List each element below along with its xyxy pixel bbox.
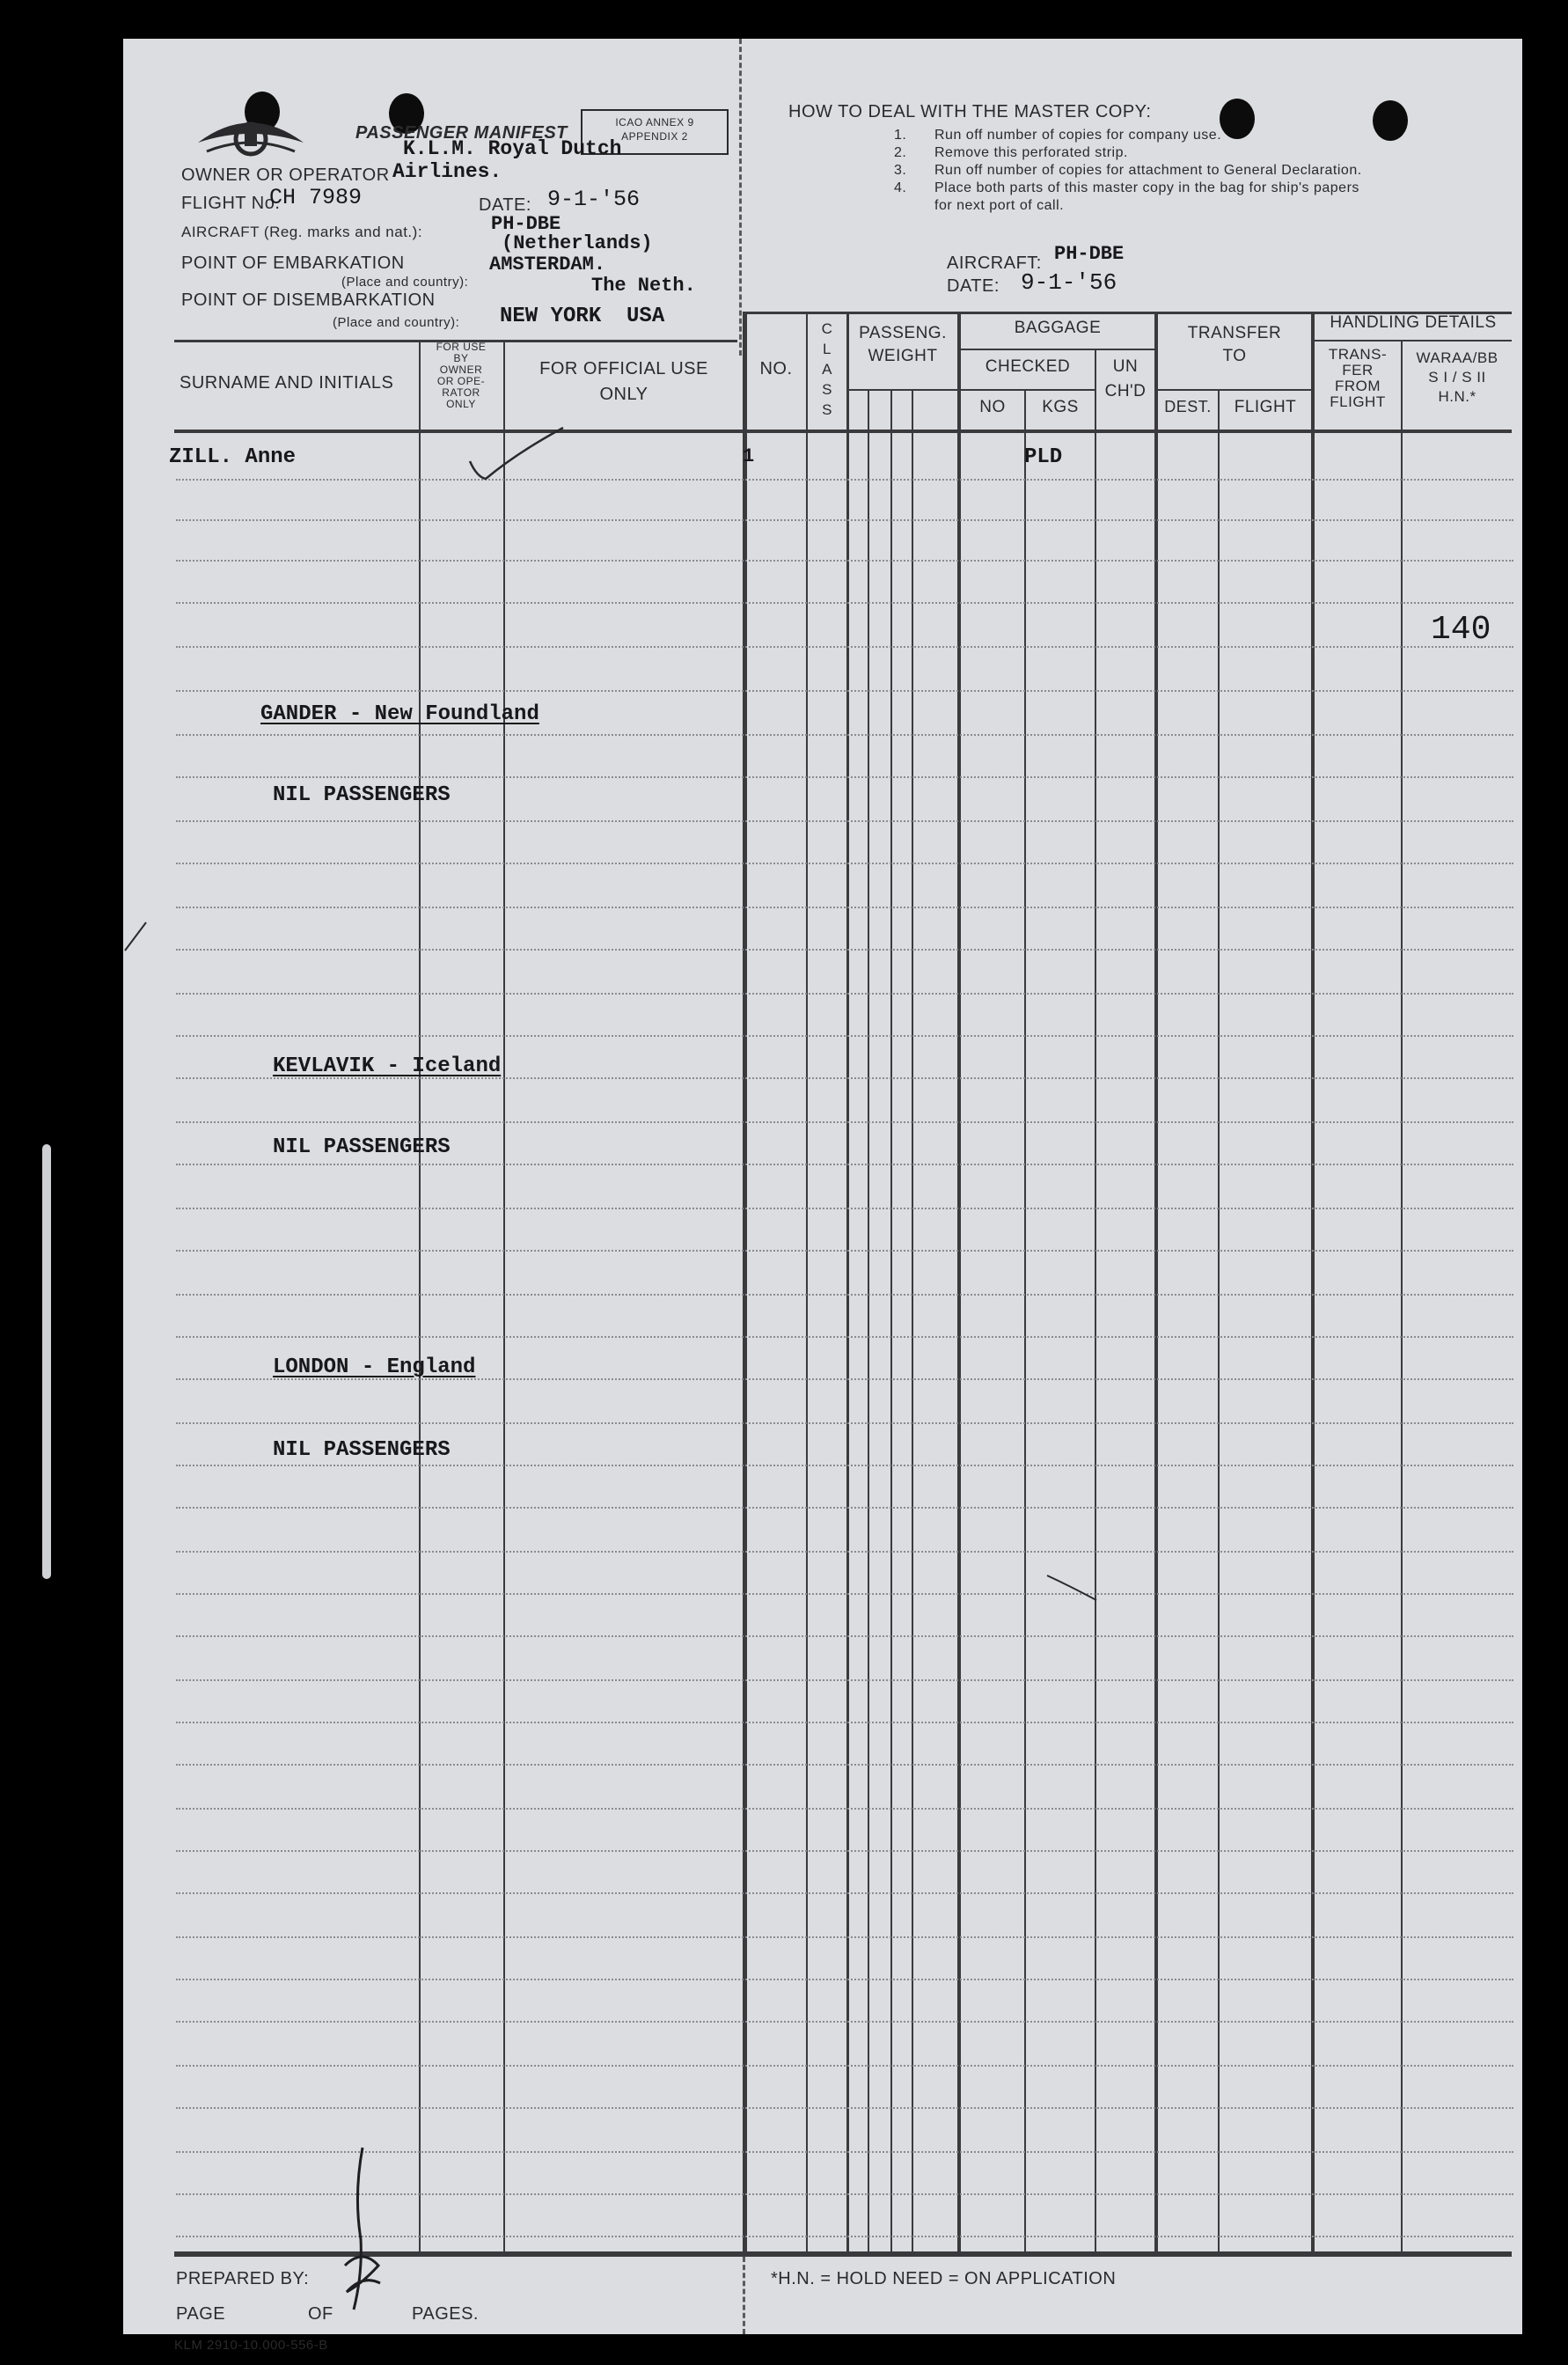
col-class: C L A S S (821, 320, 833, 418)
disembark-value: NEW YORK USA (500, 305, 665, 328)
ruled-line (176, 734, 1513, 736)
handling-sub-line (1313, 340, 1512, 342)
paper-clip (42, 1144, 51, 1579)
col-line-weight-3 (912, 389, 913, 2253)
form-number: KLM 2910-10.000-556-B (174, 2338, 328, 2353)
col-waraa: WARAA/BB S I / S II H.N.* (1416, 349, 1498, 405)
stop-gander-name: GANDER - New Foundland (260, 702, 539, 726)
prepared-by-label: PREPARED BY: (176, 2269, 310, 2288)
ruled-line (176, 1892, 1513, 1894)
aircraft-value-line2: (Netherlands) (502, 232, 653, 254)
passenger-baggage: PLD (1024, 445, 1063, 469)
hn-note: *H.N. = HOLD NEED = ON APPLICATION (771, 2269, 1117, 2288)
ruled-line (176, 560, 1513, 562)
ruled-line (176, 1035, 1513, 1037)
instruction-item-2: 2. Remove this perforated strip. (894, 145, 1128, 160)
ruled-line (176, 1294, 1513, 1296)
ruled-line (176, 1121, 1513, 1123)
flight-label: FLIGHT No. (181, 194, 281, 213)
ruled-line (176, 602, 1513, 604)
passenger-name: ZILL. Anne (169, 445, 297, 469)
col-line-weight-2 (890, 389, 892, 2253)
col-transfer-from: TRANS- FER FROM FLIGHT (1328, 346, 1388, 410)
col-baggage: BAGGAGE (1014, 319, 1102, 337)
ruled-line (176, 2065, 1513, 2067)
col-kgs: KGS (1042, 398, 1079, 416)
disembark-sub: (Place and country): (333, 315, 460, 330)
ruled-line (176, 863, 1513, 864)
flight-value: CH 7989 (269, 185, 363, 210)
col-dest: DEST. (1164, 398, 1212, 415)
instruction-item-1: 1. Run off number of copies for company use. (894, 128, 1222, 143)
col-unchd: UN CH'D (1104, 357, 1147, 400)
ruled-line (176, 646, 1513, 648)
col-bag-no: NO (979, 398, 1006, 416)
manifest-title: PASSENGER MANIFEST (355, 123, 568, 143)
baggage-sub-line (957, 349, 1158, 350)
passenger-no: 1 (743, 445, 755, 467)
instructions-list (894, 127, 1362, 215)
pen-mark (1044, 1570, 1105, 1605)
owner-value-line1: K.L.M. Royal Dutch (403, 137, 622, 160)
icao-line1: ICAO ANNEX 9 (615, 116, 694, 129)
instr-date-label: DATE: (947, 276, 1000, 296)
ruled-line (176, 993, 1513, 995)
col-line-owner-left (419, 340, 421, 2253)
checked-sub-line (957, 389, 1096, 391)
ruled-line (176, 1551, 1513, 1553)
col-passeng-weight: PASSENG. WEIGHT (859, 324, 947, 365)
signature (327, 2142, 407, 2318)
instr-date-value: 9-1-'56 (1021, 269, 1117, 296)
col-official-use: FOR OFFICIAL USE ONLY (539, 359, 708, 404)
disembark-label: POINT OF DISEMBARKATION (181, 290, 436, 310)
aircraft-label: AIRCRAFT (Reg. marks and nat.): (181, 224, 423, 240)
of-label: OF (308, 2304, 333, 2324)
stop-kevlavik-status: NIL PASSENGERS (273, 1135, 451, 1159)
ruled-line (176, 1593, 1513, 1595)
instr-aircraft-value: PH-DBE (1054, 243, 1125, 265)
punch-hole (1373, 100, 1408, 141)
page-label: PAGE (176, 2304, 226, 2324)
owner-label: OWNER OR OPERATOR (181, 165, 390, 185)
stop-london-name: LONDON - England (273, 1355, 476, 1379)
pen-mark (123, 919, 150, 954)
instructions-title: HOW TO DEAL WITH THE MASTER COPY: (788, 102, 1152, 121)
stop-gander-status: NIL PASSENGERS (273, 783, 451, 807)
ruled-line (176, 949, 1513, 951)
manifest-sheet (123, 39, 1522, 2353)
ruled-line (176, 1850, 1513, 1852)
ruled-line (176, 1465, 1513, 1466)
embark-value-line1: AMSTERDAM. (489, 253, 606, 275)
ruled-line (176, 820, 1513, 822)
aircraft-value-line1: PH-DBE (491, 213, 561, 235)
stop-kevlavik-name: KEVLAVIK - Iceland (273, 1054, 502, 1078)
ruled-line (176, 2021, 1513, 2023)
perforation-line (739, 39, 742, 356)
embark-sub: (Place and country): (341, 275, 469, 290)
stop-london-status: NIL PASSENGERS (273, 1438, 451, 1462)
col-line-owner-right (503, 340, 505, 2253)
owner-value-line2: Airlines. (392, 160, 502, 183)
icao-line2: APPENDIX 2 (621, 130, 688, 143)
ruled-line (176, 1936, 1513, 1938)
instruction-item-4: 4. Place both parts of this master copy in the bag for ship's papers (894, 180, 1359, 195)
ruled-line (176, 1422, 1513, 1424)
col-checked: CHECKED (985, 357, 1071, 376)
ruled-line (176, 690, 1513, 692)
pages-label: PAGES. (412, 2304, 479, 2324)
col-surname: SURNAME AND INITIALS (180, 373, 394, 393)
ruled-line (176, 1722, 1513, 1723)
instruction-item-3: 3. Run off number of copies for attachment to General Declaration. (894, 163, 1362, 178)
col-line-weight-1 (868, 389, 869, 2253)
col-transfer: TRANSFER TO (1187, 324, 1282, 365)
embark-label: POINT OF EMBARKATION (181, 253, 405, 273)
ruled-line (176, 479, 1513, 481)
ruled-line (176, 1208, 1513, 1209)
ruled-line (176, 1979, 1513, 1980)
col-handling: HANDLING DETAILS (1330, 313, 1497, 332)
col-no: NO. (759, 359, 793, 378)
footer-perforation (743, 2257, 745, 2334)
date-value: 9-1-'56 (547, 187, 641, 212)
ruled-line (176, 1808, 1513, 1810)
ruled-line (176, 1764, 1513, 1766)
instr-aircraft-label: AIRCRAFT: (947, 253, 1042, 273)
col-line-bag-no-right (1024, 389, 1026, 2253)
col-owner-use: FOR USE BY OWNER OR OPE- RATOR ONLY (436, 341, 487, 410)
ruled-line (176, 1679, 1513, 1681)
ruled-line (176, 1164, 1513, 1165)
ruled-line (176, 2107, 1513, 2109)
ruled-line (176, 1250, 1513, 1252)
ruled-line (176, 776, 1513, 778)
ruled-line (176, 1635, 1513, 1637)
col-line-handling-mid (1401, 340, 1403, 2253)
checkmark-icon (465, 426, 570, 488)
handwritten-number: 140 (1431, 611, 1491, 649)
ruled-line (176, 1336, 1513, 1338)
ruled-line (176, 519, 1513, 521)
ruled-line (176, 907, 1513, 908)
ruled-line (176, 1507, 1513, 1509)
instruction-item-4-cont: for next port of call. (934, 198, 1065, 213)
klm-crown-logo (194, 107, 308, 165)
col-line-kgs-right (1095, 349, 1096, 2253)
transfer-sub-line (1156, 389, 1313, 391)
embark-value-line2: The Neth. (591, 275, 696, 297)
weight-sub-line (846, 389, 959, 391)
col-line-dest-right (1218, 389, 1220, 2253)
col-flight: FLIGHT (1234, 398, 1297, 416)
date-label: DATE: (479, 195, 531, 215)
